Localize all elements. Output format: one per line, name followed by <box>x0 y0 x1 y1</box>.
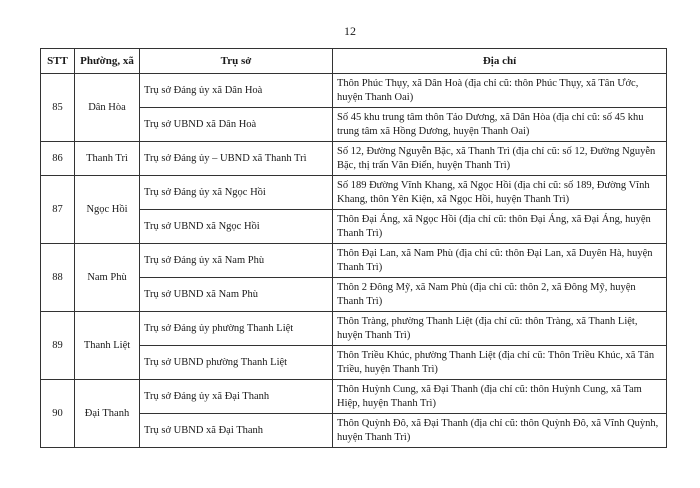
office-cell: Trụ sở Đảng ủy phường Thanh Liệt <box>140 312 333 346</box>
table-row <box>41 74 667 108</box>
table-row <box>41 142 667 176</box>
office-cell: Trụ sở Đảng ủy xã Dân Hoà <box>140 74 333 108</box>
stt-cell: 86 <box>41 142 75 176</box>
address-cell: Thôn Tràng, phường Thanh Liệt (địa chỉ cũ: thôn Tràng, xã Thanh Liệt, huyện Thanh Trì) <box>333 312 667 346</box>
office-cell: Trụ sở UBND phường Thanh Liệt <box>140 346 333 380</box>
office-cell: Trụ sở UBND xã Nam Phù <box>140 278 333 312</box>
ward-cell: Đại Thanh <box>75 380 140 448</box>
address-cell: Thôn Đại Áng, xã Ngọc Hồi (địa chỉ cũ: thôn Đại Áng, xã Đại Áng, huyện Thanh Trì) <box>333 210 667 244</box>
table-row <box>41 244 667 278</box>
stt-cell: 87 <box>41 176 75 244</box>
header-stt: STT <box>41 49 75 74</box>
stt-cell: 89 <box>41 312 75 380</box>
address-cell: Số 45 khu trung tâm thôn Tảo Dương, xã Dân Hòa (địa chỉ cũ: số 45 khu trung tâm xã Hồng Dương, huyện Thanh Oai) <box>333 108 667 142</box>
table-header-row <box>41 49 667 74</box>
address-cell: Thôn 2 Đông Mỹ, xã Nam Phù (địa chỉ cũ: thôn 2, xã Đông Mỹ, huyện Thanh Trì) <box>333 278 667 312</box>
header-address: Địa chỉ <box>333 49 667 74</box>
stt-cell: 90 <box>41 380 75 448</box>
address-cell: Thôn Quỳnh Đô, xã Đại Thanh (địa chỉ cũ: thôn Quỳnh Đô, xã Vĩnh Quỳnh, huyện Thanh Trì) <box>333 414 667 448</box>
office-cell: Trụ sở UBND xã Ngọc Hồi <box>140 210 333 244</box>
header-office: Trụ sở <box>140 49 333 74</box>
header-ward: Phường, xã <box>75 49 140 74</box>
table-row <box>41 312 667 346</box>
office-cell: Trụ sở Đảng ủy xã Nam Phù <box>140 244 333 278</box>
address-cell: Số 189 Đường Vĩnh Khang, xã Ngọc Hồi (địa chỉ cũ: số 189, Đường Vĩnh Khang, thôn Yên Kiện, xã Ngọc Hồi, huyện Thanh Trì) <box>333 176 667 210</box>
page-number: 12 <box>344 24 356 38</box>
table-row <box>41 380 667 414</box>
ward-cell: Ngọc Hồi <box>75 176 140 244</box>
address-cell: Thôn Huỳnh Cung, xã Đại Thanh (địa chỉ cũ: thôn Huỳnh Cung, xã Tam Hiệp, huyện Thanh Trì) <box>333 380 667 414</box>
stt-cell: 85 <box>41 74 75 142</box>
office-cell: Trụ sở UBND xã Dân Hoà <box>140 108 333 142</box>
office-cell: Trụ sở Đảng ủy xã Ngọc Hồi <box>140 176 333 210</box>
ward-cell: Nam Phù <box>75 244 140 312</box>
address-cell: Thôn Phúc Thụy, xã Dân Hoà (địa chỉ cũ: thôn Phúc Thụy, xã Tân Ước, huyện Thanh Oai) <box>333 74 667 108</box>
office-cell: Trụ sở Đảng ủy – UBND xã Thanh Trì <box>140 142 333 176</box>
address-table <box>40 48 667 448</box>
ward-cell: Thanh Trì <box>75 142 140 176</box>
ward-cell: Thanh Liệt <box>75 312 140 380</box>
table-body <box>41 74 667 448</box>
office-cell: Trụ sở Đảng ủy xã Đại Thanh <box>140 380 333 414</box>
ward-cell: Dân Hòa <box>75 74 140 142</box>
address-cell: Số 12, Đường Nguyễn Bặc, xã Thanh Trì (địa chỉ cũ: số 12, Đường Nguyễn Bặc, thị trấn Văn Điển, huyện Thanh Trì) <box>333 142 667 176</box>
address-cell: Thôn Đại Lan, xã Nam Phù (địa chỉ cũ: thôn Đại Lan, xã Duyên Hà, huyện Thanh Trì) <box>333 244 667 278</box>
address-cell: Thôn Triều Khúc, phường Thanh Liệt (địa chỉ cũ: Thôn Triều Khúc, xã Tân Triều, huyện Thanh Trì) <box>333 346 667 380</box>
table-row <box>41 176 667 210</box>
office-cell: Trụ sở UBND xã Đại Thanh <box>140 414 333 448</box>
stt-cell: 88 <box>41 244 75 312</box>
